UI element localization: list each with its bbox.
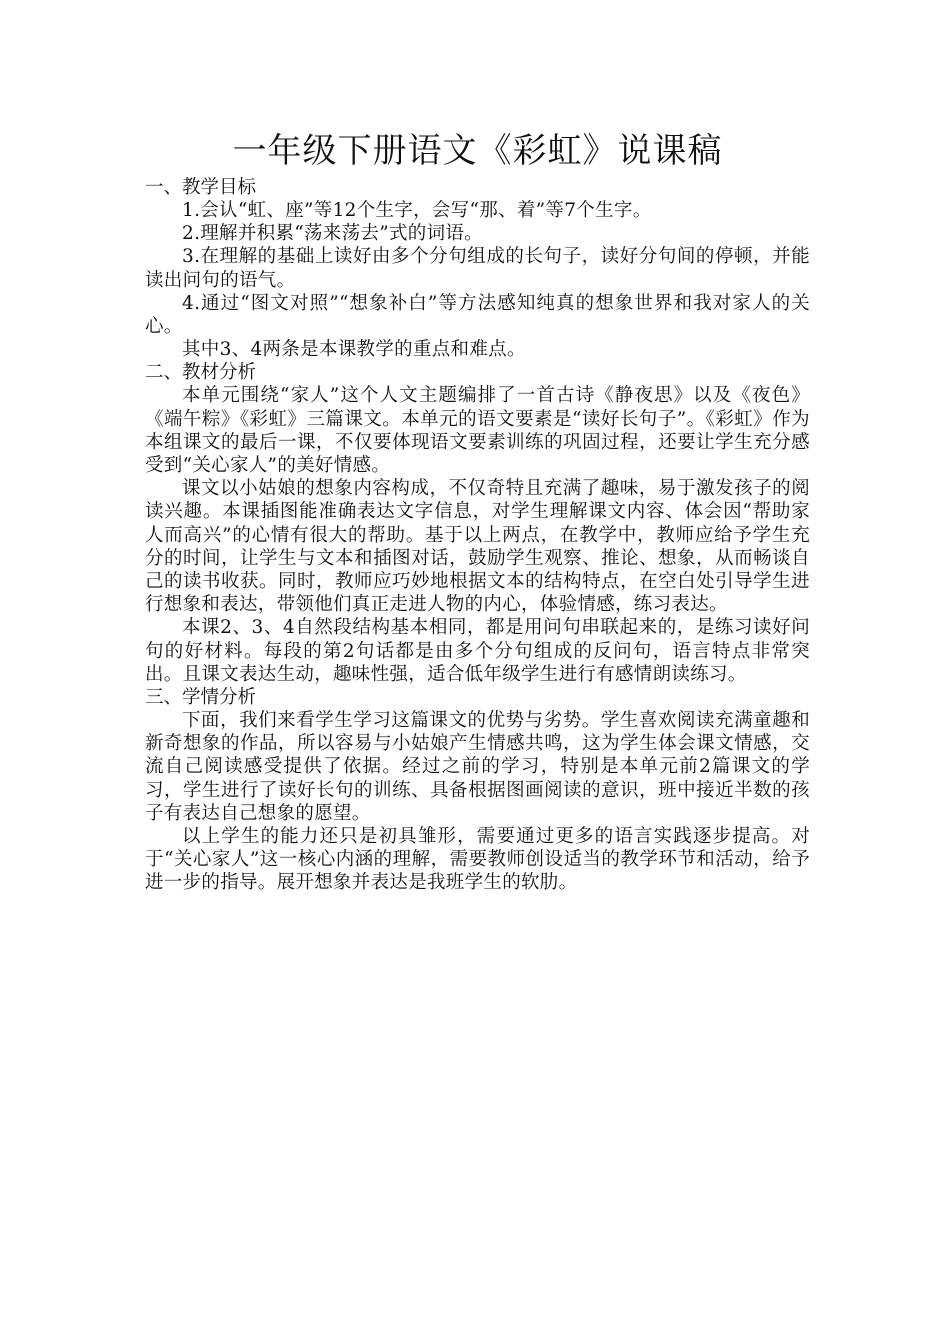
section-heading: 三、学情分析 [145, 687, 257, 709]
section-teaching-goals [145, 176, 810, 361]
section-textbook-analysis [145, 361, 810, 686]
section-heading: 二、教材分析 [145, 362, 257, 384]
paragraph: 4.通过“图文对照”“想象补白”等方法感知纯真的想象世界和我对家人的关心。 [145, 292, 810, 338]
paragraph: 3.在理解的基础上读好由多个分句组成的长句子，读好分句间的停顿，并能读出问句的语气。 [145, 246, 810, 291]
paragraph: 本课2、3、4自然段结构基本相同，都是用问句串联起来的，是练习读好问句的好材料。每段的第2句话都是由多个分句组成的反问句，语言特点非常突出。且课文表达生动，趣味性强，适合低年级学生进行有感情朗读练习。 [145, 617, 810, 685]
section-heading: 一、教学目标 [145, 177, 257, 198]
document-page [145, 128, 810, 895]
paragraph: 以上学生的能力还只是初具雏形，需要通过更多的语言实践逐步提高。对于“关心家人”这一核心内涵的理解，需要教师创设适当的教学环节和活动，给予进一步的指导。展开想象并表达是我班学生的软肋。 [145, 826, 810, 894]
section-student-analysis [145, 686, 810, 895]
paragraph: 下面，我们来看学生学习这篇课文的优势与劣势。学生喜欢阅读充满童趣和新奇想象的作品，所以容易与小姑娘产生情感共鸣，这为学生体会课文情感，交流自己阅读感受提供了依据。经过之前的学习，特别是本单元前2篇课文的学习，学生进行了读好长句的训练、具备根据图画阅读的意识，班中接近半数的孩子有表达自己想象的愿望。 [145, 710, 810, 824]
paragraph: 2.理解并积累“荡来荡去”式的词语。 [182, 223, 483, 245]
paragraph: 本单元围绕“家人”这个人文主题编排了一首古诗《静夜思》以及《夜色》《端午粽》《彩虹》三篇课文。本单元的语文要素是“读好长句子”。《彩虹》作为本组课文的最后一课，不仅要体现语文要素训练的巩固过程，还要让学生充分感受到“关心家人”的美好情感。 [145, 385, 810, 477]
paragraph: 其中3、4两条是本课教学的重点和难点。 [182, 339, 526, 361]
page-title: 一年级下册语文《彩虹》说课稿 [232, 131, 723, 171]
paragraph: 1.会认“虹、座”等12个生字，会写“那、着”等7个生字。 [182, 200, 652, 221]
paragraph: 课文以小姑娘的想象内容构成，不仅奇特且充满了趣味，易于激发孩子的阅读兴趣。本课插图能准确表达文字信息，对学生理解课文内容、体会因“帮助家人而高兴”的心情有很大的帮助。基于以上两点，在教学中，教师应给予学生充分的时间，让学生与文本和插图对话，鼓励学生观察、推论、想象，从而畅谈自己的读书收获。同时，教师应巧妙地根据文本的结构特点，在空白处引导学生进行想象和表达，带领他们真正走进人物的内心，体验情感，练习表达。 [145, 478, 810, 616]
